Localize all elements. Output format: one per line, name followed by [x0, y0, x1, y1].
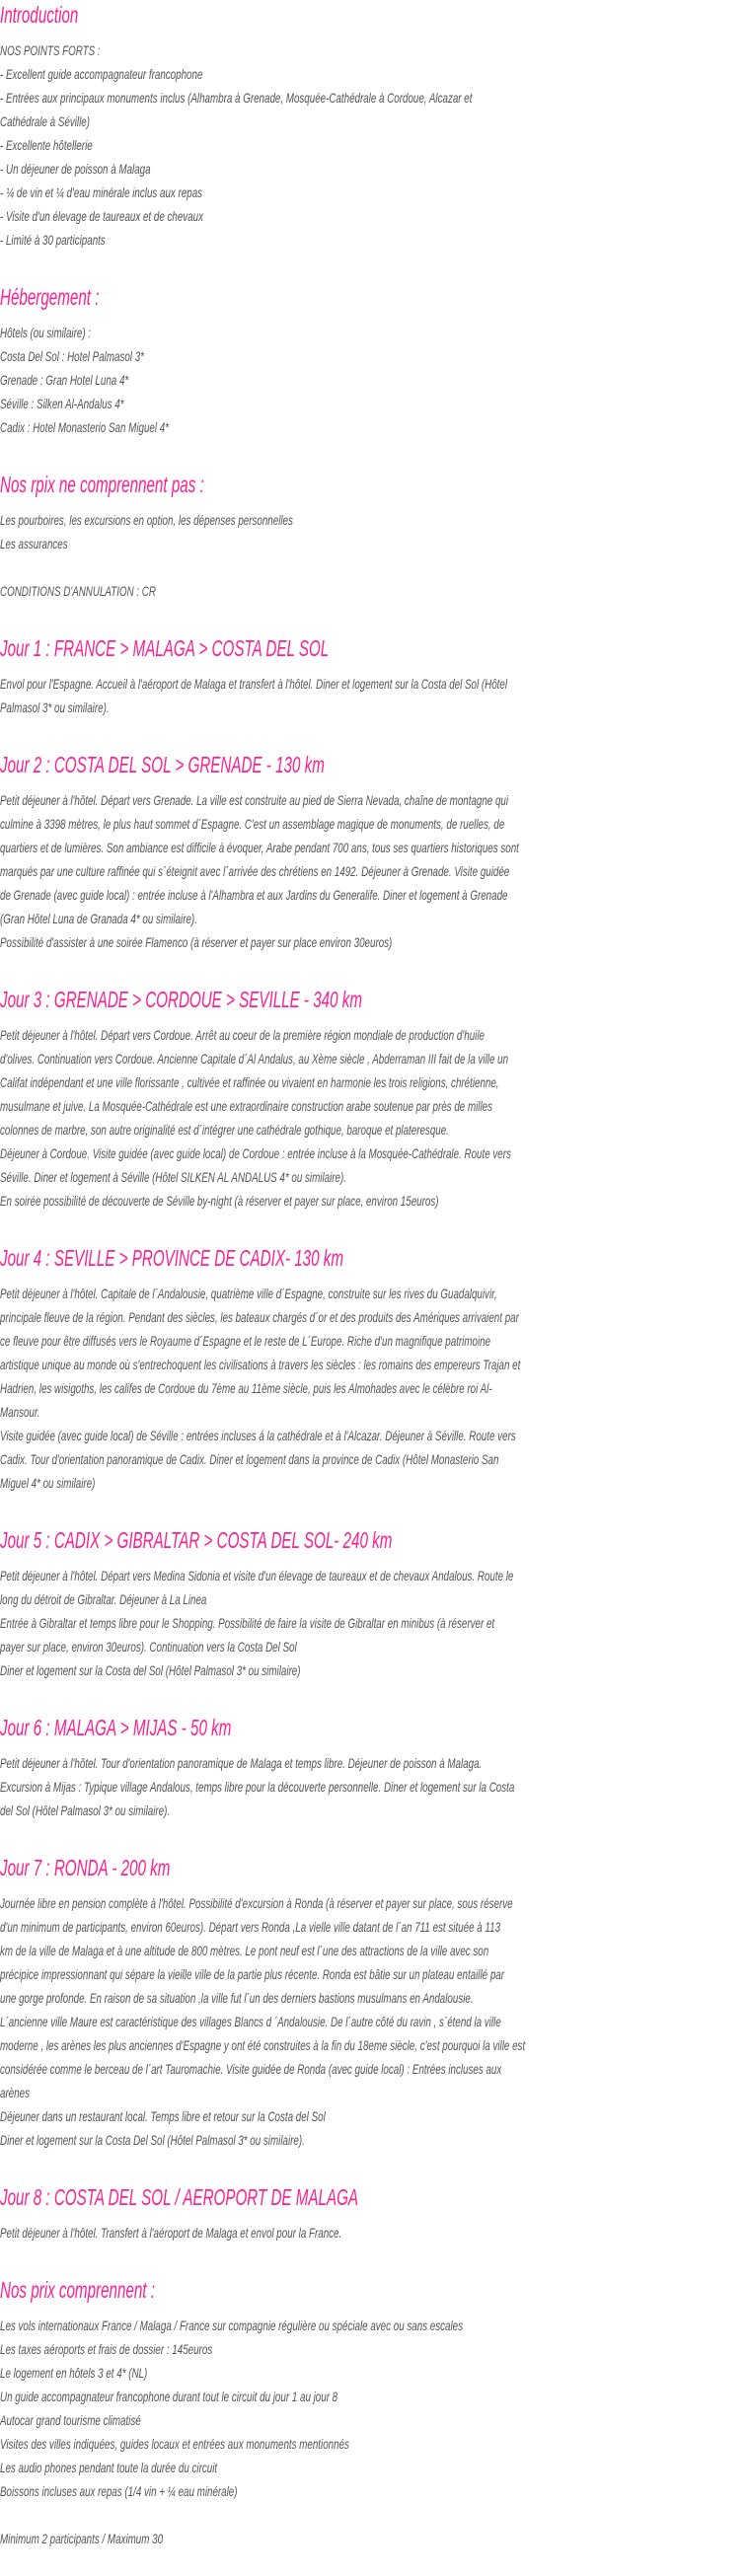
text-line	[0, 1658, 748, 1682]
section-heading-text: Hébergement :	[0, 284, 100, 310]
text-line	[0, 2010, 748, 2033]
text-line-content: - Excellent guide accompagnateur francophone	[0, 66, 203, 82]
section-heading-text: Jour 2 : COSTA DEL SOL > GRENADE - 130 km	[0, 752, 325, 777]
text-line	[0, 2057, 748, 2081]
text-line-content: Un guide accompagnateur francophone durant tout le circuit du jour 1 au jour 8	[0, 2389, 338, 2404]
text-line	[0, 2456, 748, 2479]
text-line-content: Mansour.	[0, 1404, 40, 1420]
section	[0, 0, 748, 252]
text-line	[0, 1751, 748, 1775]
text-line	[0, 2527, 748, 2550]
text-line	[0, 1189, 748, 1213]
text-line-content: Les taxes aéroports et frais de dossier : 145euros	[0, 2341, 213, 2357]
text-line	[0, 579, 748, 603]
section-heading	[0, 0, 748, 35]
text-line-content: Les audio phones pendant toute la durée du circuit	[0, 2460, 218, 2475]
text-line	[0, 204, 748, 228]
section-heading-text: Jour 6 : MALAGA > MIJAS - 50 km	[0, 1715, 232, 1740]
text-line-content: Les pourboires, les excursions en option, les dépenses personnelles	[0, 512, 293, 528]
text-line-content: - Un déjeuner de poisson à Malaga	[0, 161, 151, 177]
text-line	[0, 2104, 748, 2128]
section	[0, 1848, 748, 2152]
text-line	[0, 1891, 748, 1915]
text-line	[0, 133, 748, 157]
text-line	[0, 2337, 748, 2361]
text-line-content: Visites des villes indiquées, guides locaux et entrées aux monuments mentionnés	[0, 2436, 349, 2452]
section	[0, 1708, 748, 1822]
text-line	[0, 696, 748, 719]
text-line	[0, 2361, 748, 2385]
text-line	[0, 86, 748, 110]
section-heading-text: Jour 7 : RONDA - 200 km	[0, 1855, 171, 1880]
text-line-content: colonnes de marbre, son autre originalité est d´intégrer une cathédrale gothique, baroque et plateresque.	[0, 1122, 449, 1138]
section-heading-text: Nos prix comprennent :	[0, 2277, 155, 2303]
section-heading	[0, 980, 748, 1019]
section-heading	[0, 628, 748, 668]
text-line-content: km de la ville de Malaga et à une altitude de 800 mètres. Le pont neuf est l´une des attractions de la ville avec son	[0, 1943, 489, 1958]
text-line-content: Boissons incluses aux repas (1/4 vin + ¼ eau minérale)	[0, 2483, 238, 2499]
text-line-content: Petit déjeuner à l'hôtel. Transfert à l'aéroport de Malaga et envol pour la France.	[0, 2225, 342, 2241]
text-line-content: long du détroit de Gibraltar. Déjeuner à La Linea	[0, 1591, 207, 1607]
text-line-content: une gorge profonde. En raison de sa situation ,la ville fut l´un des derniers bastions musulmans en Andalousie.	[0, 1990, 474, 2006]
text-line-content: marqués par une culture raffinée qui s´éteignit avec l´arrivée des chrétiens en 1492. Déjeuner à Grenade. Visite guidée	[0, 863, 510, 879]
text-line-content: arènes	[0, 2085, 30, 2100]
section-heading	[0, 1520, 748, 1560]
text-line-content: Séville : Silken Al-Andalus 4*	[0, 396, 124, 411]
section	[0, 980, 748, 1213]
text-line	[0, 907, 748, 930]
text-line	[0, 788, 748, 812]
text-line-content: - Limité à 30 participants	[0, 232, 106, 248]
blank-line	[0, 555, 748, 579]
text-line-content: Envol pour l'Espagne. Accueil à l'aéroport de Malaga et transfert à l'hôtel. Diner et logement sur la Costa del Sol (Hôtel	[0, 676, 508, 692]
text-line-content: Cathédrale à Séville)	[0, 113, 90, 129]
section-heading-text: Jour 5 : CADIX > GIBRALTAR > COSTA DEL SOL- 240 km	[0, 1527, 393, 1553]
text-line	[0, 1587, 748, 1611]
text-line-content: CONDITIONS D'ANNULATION : CR	[0, 583, 156, 599]
text-line-content: Califat indépendant et une ville florissante , cultivée et raffinée ou vivaient en harmonie les trois religions, chrétienne,	[0, 1074, 499, 1090]
text-line-content: principale fleuve de la région. Pendant des siècles, les bateaux chargés d´or et des produits des Amériques arrivaient par	[0, 1309, 519, 1325]
text-line-content: Diner et logement sur la Costa Del Sol (Hôtel Palmasol 3* ou similaire).	[0, 2132, 305, 2148]
text-line	[0, 1939, 748, 1962]
text-line-content: Journée libre en pension complète à l'hôtel. Possibilité d'excursion à Ronda (à réserver et payer sur place, sous réserve	[0, 1895, 513, 1911]
text-line-content: - Excellente hôtellerie	[0, 137, 93, 153]
text-line	[0, 672, 748, 696]
text-line-content: Autocar grand tourisme climatisé	[0, 2412, 141, 2428]
section-heading-text: Jour 4 : SEVILLE > PROVINCE DE CADIX- 130 km	[0, 1245, 344, 1271]
section	[0, 465, 748, 603]
text-line	[0, 157, 748, 181]
section	[0, 1238, 748, 1495]
text-line	[0, 2128, 748, 2152]
text-line	[0, 321, 748, 344]
text-line-content: - Entrées aux principaux monuments inclus (Alhambra à Grenade, Mosquée-Cathédrale à Cordoue, Alcazar et	[0, 90, 473, 106]
text-line-content: Petit déjeuner à l'hôtel. Capitale de l´Andalousie, quatrième ville d´Espagne, construite sur les rives du Guadalquivir,	[0, 1286, 497, 1301]
text-line	[0, 2432, 748, 2456]
text-line-content: Cadix : Hotel Monasterio San Miguel 4*	[0, 419, 170, 435]
text-line-content: Petit déjeuner à l'hôtel. Départ vers Cordoue. Arrêt au coeur de la première région mondiale de production d'huile	[0, 1027, 485, 1043]
text-line-content: moderne , les arènes les plus anciennes d'Espagne y ont été construites à la fin du 18eme siècle, c'est pourquoi la ville est	[0, 2037, 526, 2053]
section-heading	[0, 745, 748, 784]
text-line	[0, 1400, 748, 1424]
text-line-content: Séville. Diner et logement à Séville (Hôtel SILKEN AL ANDALUS 4* ou similaire).	[0, 1169, 346, 1185]
text-line	[0, 1962, 748, 1986]
section-heading-text: Jour 1 : FRANCE > MALAGA > COSTA DEL SOL	[0, 635, 330, 661]
text-line	[0, 2385, 748, 2408]
text-line	[0, 1353, 748, 1376]
text-line	[0, 1376, 748, 1400]
text-line-content: Visite guidée (avec guide local) de Séville : entrées incluses á la cathédrale et à l'Alcazar. Déjeuner à Séville. Route vers	[0, 1428, 516, 1443]
section	[0, 745, 748, 954]
section-heading	[0, 2177, 748, 2217]
section-heading	[0, 465, 748, 504]
text-line-content: Minimum 2 participants / Maximum 30	[0, 2531, 164, 2546]
text-line	[0, 38, 748, 62]
text-line-content: L´ancienne ville Maure est caractéristique des villages Blancs d ´Andalousie. De l´autre côté du ravin , s´étend la ville	[0, 2014, 501, 2029]
text-line-content: Déjeuner à Cordoue. Visite guidée (avec guide local) de Cordoue : entrée incluse à la Mosquée-Cathédrale. Route vers	[0, 1145, 511, 1161]
text-line	[0, 1047, 748, 1070]
text-line	[0, 2314, 748, 2337]
text-line	[0, 1799, 748, 1822]
text-line-content: Excursion à Mijas : Typique village Andalous, temps libre pour la découverte personnelle. Diner et logement sur la Costa	[0, 1779, 515, 1795]
text-line-content: Palmasol 3* ou similaire).	[0, 699, 110, 715]
text-line	[0, 1915, 748, 1939]
section	[0, 277, 748, 439]
text-line-content: d'un minimum de participants, environ 60euros). Départ vers Ronda ,La vielle ville datant de l´an 711 est située à 113	[0, 1919, 501, 1935]
text-line-content: En soirée possibilité de découverte de Séville by-night (à réserver et payer sur place, environ 15euros)	[0, 1193, 439, 1209]
text-line	[0, 532, 748, 555]
text-line-content: Déjeuner dans un restaurant local. Temps libre et retour sur la Costa del Sol	[0, 2108, 326, 2124]
text-line-content: de Grenade (avec guide local) : entrée incluse à l'Alhambra et aux Jardins du Generalife. Diner et logement à Grenade	[0, 887, 508, 903]
section-heading-text: Nos rpix ne comprennent pas :	[0, 472, 204, 497]
text-line	[0, 2033, 748, 2057]
text-line	[0, 1023, 748, 1047]
text-line	[0, 344, 748, 368]
text-line-content: Cadix. Tour d'orientation panoramique de Cadix. Diner et logement dans la province de Cadix (Hôtel Monasterio San	[0, 1451, 499, 1467]
text-line-content: Le logement en hôtels 3 et 4* (NL)	[0, 2365, 148, 2381]
text-line	[0, 2479, 748, 2503]
section-heading	[0, 277, 748, 317]
text-line	[0, 2221, 748, 2245]
text-line-content: Diner et logement sur la Costa del Sol (Hôtel Palmasol 3* ou similaire)	[0, 1662, 301, 1678]
text-line	[0, 836, 748, 859]
text-line	[0, 508, 748, 532]
text-line	[0, 1564, 748, 1587]
text-line	[0, 930, 748, 954]
text-line	[0, 1329, 748, 1353]
text-line-content: Petit déjeuner à l'hôtel. Départ vers Medina Sidonia et visite d'un élevage de taureaux et de chevaux Andalous. Route le	[0, 1568, 514, 1583]
section-heading-text: Jour 8 : COSTA DEL SOL / AEROPORT DE MALAGA	[0, 2184, 359, 2210]
text-line	[0, 812, 748, 836]
text-line	[0, 110, 748, 133]
text-line	[0, 1775, 748, 1799]
text-line	[0, 1635, 748, 1658]
text-line	[0, 2081, 748, 2104]
section-heading	[0, 2270, 748, 2310]
text-line-content: Petit déjeuner à l'hôtel. Départ vers Grenade. La ville est construite au pied de Sierra Nevada, chaîne de montagne qui	[0, 792, 509, 808]
text-line-content: NOS POINTS FORTS :	[0, 42, 101, 58]
text-line	[0, 228, 748, 252]
text-line	[0, 883, 748, 907]
text-line-content: musulmane et juive. La Mosquée-Cathédrale est une extraordinaire construction arabe soutenue par près de milles	[0, 1098, 493, 1114]
text-line-content: considérée comme le berceau de l´art Tauromachie. Visite guidée de Ronda (avec guide local) : Entrées incluses aux	[0, 2061, 502, 2077]
text-line	[0, 1424, 748, 1447]
section	[0, 2177, 748, 2245]
text-line	[0, 1282, 748, 1305]
text-line	[0, 2408, 748, 2432]
text-line-content: Hadrien, les wisigoths, les califes de Cordoue du 7ème au 11ème siècle, puis les Almohades avec le célèbre roi Al-	[0, 1380, 492, 1396]
text-line	[0, 1305, 748, 1329]
text-line-content: Miguel 4* ou similaire)	[0, 1475, 96, 1491]
text-line	[0, 181, 748, 204]
text-line-content: artistique unique au monde où s'entrechoquent les civilisations à travers les siècles : les romains des empereurs Trajan et	[0, 1357, 521, 1372]
text-line-content: ce fleuve pour être diffusés vers le Royaume d´Espagne et le reste de L´Europe. Riche d'un magnifique patrimoine	[0, 1333, 491, 1349]
text-line-content: quartiers et de lumières. Son ambiance est difficile à évoquer, Arabe pendant 700 ans, tous ses quartiers historiques sont	[0, 840, 519, 855]
text-line-content: culmine à 3398 mètres, le plus haut sommet d´Espagne. C'est un assemblage magique de monuments, de ruelles, de	[0, 816, 505, 832]
text-line-content: (Gran Hôtel Luna de Granada 4* ou similaire).	[0, 911, 197, 926]
section	[0, 1520, 748, 1682]
text-line	[0, 859, 748, 883]
text-line-content: Possibilité d'assister à une soirée Flamenco (à réserver et payer sur place environ 30euros)	[0, 934, 393, 950]
text-line	[0, 368, 748, 392]
text-line-content: del Sol (Hôtel Palmasol 3* ou similaire).	[0, 1803, 171, 1818]
text-line-content: Costa Del Sol : Hotel Palmasol 3*	[0, 348, 144, 364]
text-line	[0, 62, 748, 86]
text-line	[0, 1165, 748, 1189]
text-line-content: Petit déjeuner à l'hôtel. Tour d'orientation panoramique de Malaga et temps libre. Déjeuner de poisson à Malaga.	[0, 1755, 483, 1771]
text-line	[0, 1141, 748, 1165]
text-line-content: Entrée à Gibraltar et temps libre pour le Shopping. Possibilité de faire la visite de Gibraltar en minibus (à réserver et	[0, 1615, 495, 1631]
text-line-content: - Visite d'un élevage de taureaux et de chevaux	[0, 208, 203, 224]
text-line	[0, 1118, 748, 1141]
text-line-content: d'olives. Continuation vers Cordoue. Ancienne Capitale d´Al Andalus, au Xème siècle , Abderraman III fait de la ville un	[0, 1051, 509, 1067]
text-line-content: - ¼ de vin et ¼ d'eau minérale inclus aux repas	[0, 184, 203, 200]
text-line	[0, 1471, 748, 1495]
section-heading-text: Jour 3 : GRENADE > CORDOUE > SEVILLE - 340 km	[0, 987, 362, 1012]
section-heading-text: Introduction	[0, 2, 79, 28]
text-line-content: payer sur place, environ 30euros). Continuation vers la Costa Del Sol	[0, 1639, 297, 1655]
section	[0, 628, 748, 719]
text-line	[0, 1986, 748, 2010]
text-line	[0, 1611, 748, 1635]
section-heading	[0, 1238, 748, 1278]
text-line	[0, 392, 748, 415]
text-line-content: Les vols internationaux France / Malaga / France sur compagnie régulière ou spéciale avec ou sans escales	[0, 2318, 464, 2333]
section-heading	[0, 1708, 748, 1747]
text-line-content: Hôtels (ou similaire) :	[0, 325, 92, 340]
section-heading	[0, 1848, 748, 1887]
text-line	[0, 1070, 748, 1094]
blank-line	[0, 2503, 748, 2527]
text-line-content: précipice impressionnant qui sépare la vieille ville de la partie plus récente. Ronda est bâtie sur un plateau entaillé par	[0, 1966, 504, 1982]
text-line	[0, 1094, 748, 1118]
text-line	[0, 1447, 748, 1471]
text-line-content: Grenade : Gran Hotel Luna 4*	[0, 372, 129, 388]
section	[0, 2270, 748, 2550]
text-line	[0, 415, 748, 439]
text-line-content: Les assurances	[0, 536, 68, 552]
